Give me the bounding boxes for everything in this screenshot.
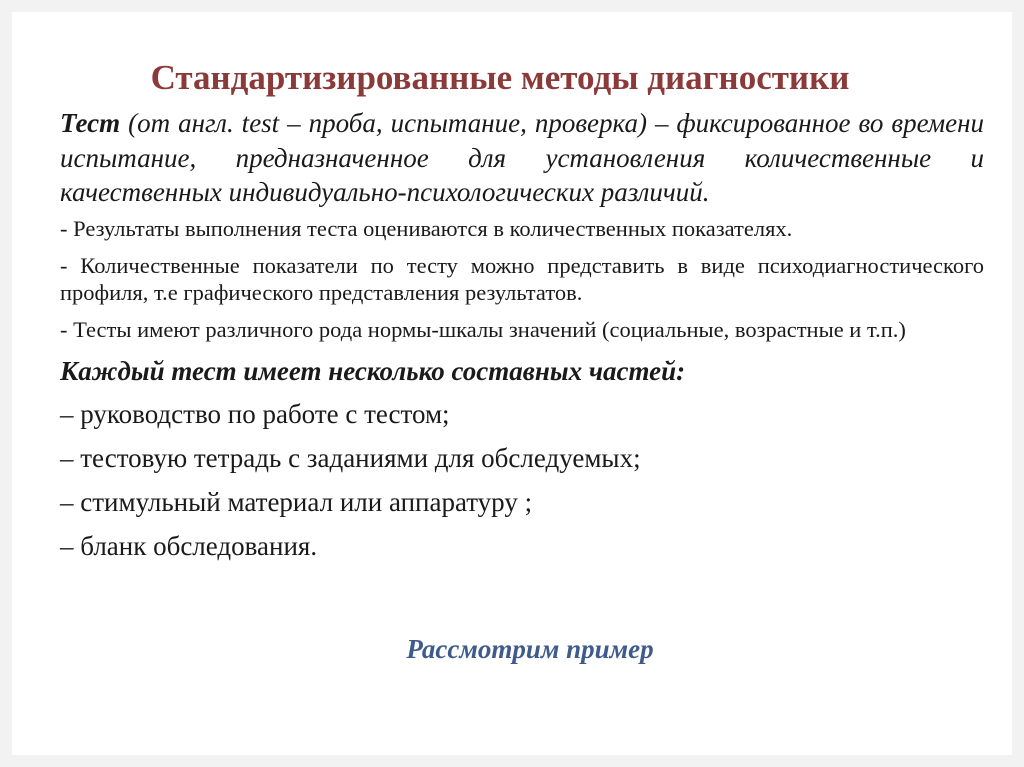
parts-heading: Каждый тест имеет несколько составных частей: — [60, 355, 686, 386]
definition-term: Тест — [60, 108, 121, 138]
note-results: - Результаты выполнения теста оцениваются в количественных показателях. — [60, 215, 793, 241]
note-norms: - Тесты имеют различного рода нормы-шкалы значений (социальные, возрастные и т.п.) — [60, 316, 906, 342]
slide-body — [60, 106, 984, 563]
test-definition — [60, 106, 984, 210]
note-profile: - Количественные показатели по тесту можно представить в виде психодиагностического профиля, т.е графического представления результатов. — [60, 252, 984, 305]
part-item: – бланк обследования. — [60, 530, 318, 561]
example-link[interactable]: Рассмотрим пример — [406, 634, 654, 664]
definition-text: (от англ. test – проба, испытание, проверка) – фиксированное во времени испытание, предназначенное для установления количественные и качественных индивидуально-психологических различий. — [60, 108, 984, 207]
part-item: – тестовую тетрадь с заданиями для обследуемых; — [60, 442, 641, 473]
part-item: – руководство по работе с тестом; — [60, 398, 450, 429]
slide-title: Стандартизированные методы диагностики — [150, 58, 850, 97]
part-item: – стимульный материал или аппаратуру ; — [60, 486, 533, 517]
